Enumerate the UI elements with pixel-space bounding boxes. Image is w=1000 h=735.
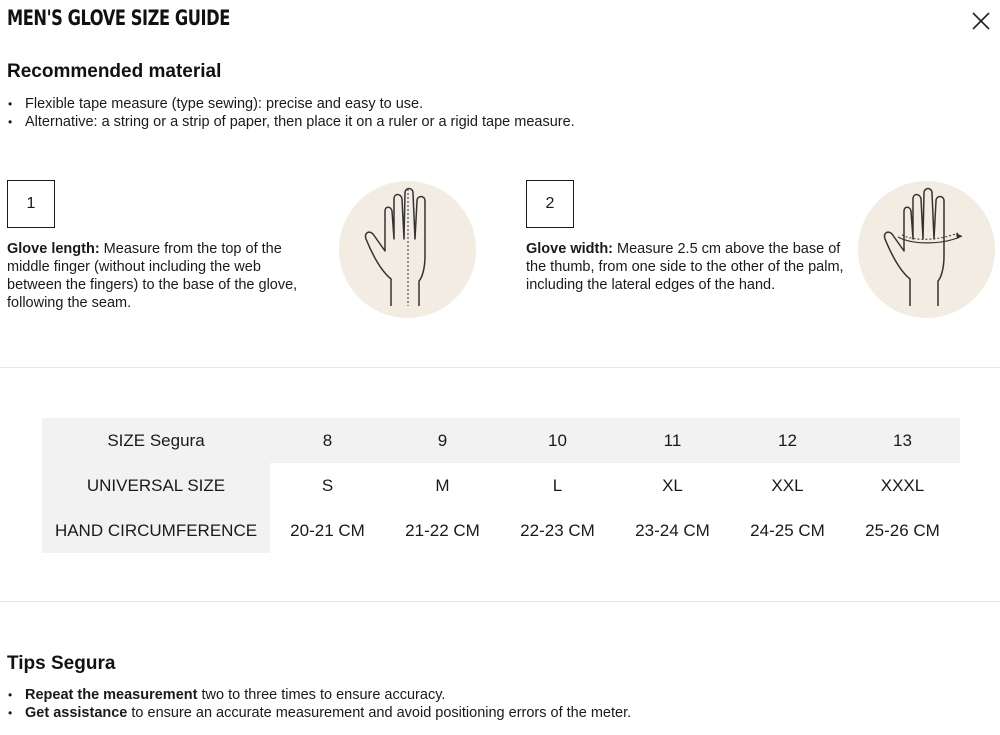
step-number-1: 1 xyxy=(7,180,55,228)
material-heading: Recommended material xyxy=(7,61,222,82)
step-number-2: 2 xyxy=(526,180,574,228)
table-cell: L xyxy=(552,475,563,495)
table-cell: 25-26 CM xyxy=(865,520,940,540)
list-item xyxy=(7,704,631,722)
step-2-description: Measure 2.5 cm above the base of the thumb, from one side to the other of the palm, including the lateral edges of the hand. xyxy=(526,241,844,293)
hand-length-icon xyxy=(339,181,476,318)
table-cell: XXXL xyxy=(880,475,925,495)
table-cell: S xyxy=(321,475,334,495)
step-1-description: Measure from the top of the middle finger (without including the web between the fingers) to the base of the glove, following the seam. xyxy=(7,241,298,311)
material-list xyxy=(7,95,575,131)
tip-text: to ensure an accurate measurement and avoid positioning errors of the meter. xyxy=(127,705,632,721)
table-cell: XXL xyxy=(771,475,804,495)
table-cell: 11 xyxy=(615,418,730,463)
close-button[interactable] xyxy=(968,8,994,34)
step-1-text xyxy=(7,240,307,312)
step-2-text xyxy=(526,240,846,294)
table-cell: 13 xyxy=(845,418,960,463)
step-2-label: Glove width: xyxy=(526,241,613,257)
table-cell: 23-24 CM xyxy=(635,520,710,540)
row-header: SIZE Segura xyxy=(42,418,270,463)
table-cell: 24-25 CM xyxy=(750,520,825,540)
table-cell: M xyxy=(435,475,450,495)
step-1-label: Glove length: xyxy=(7,241,100,257)
table-cell: 10 xyxy=(500,418,615,463)
page-title: MEN'S GLOVE SIZE GUIDE xyxy=(7,6,230,30)
row-header: UNIVERSAL SIZE xyxy=(42,463,270,508)
tips-heading: Tips Segura xyxy=(7,653,116,674)
table-cell: 12 xyxy=(730,418,845,463)
table-cell: 8 xyxy=(270,418,385,463)
tip-bold: Repeat the measurement xyxy=(25,687,198,703)
close-icon xyxy=(968,8,994,34)
size-table xyxy=(42,418,960,553)
table-cell: 21-22 CM xyxy=(405,520,480,540)
tips-list xyxy=(7,686,631,722)
list-item: • Flexible tape measure (type sewing): precise and easy to use. xyxy=(7,95,575,113)
row-header: HAND CIRCUMFERENCE xyxy=(42,508,270,553)
table-cell: 22-23 CM xyxy=(520,520,595,540)
hand-width-icon xyxy=(858,181,995,318)
list-item: • Alternative: a string or a strip of paper, then place it on a ruler or a rigid tape measure. xyxy=(7,113,575,131)
table-row xyxy=(42,463,960,508)
divider xyxy=(0,367,1000,368)
divider xyxy=(0,601,1000,602)
table-row xyxy=(42,418,960,463)
table-cell: 9 xyxy=(385,418,500,463)
list-item xyxy=(7,686,631,704)
table-cell: 20-21 CM xyxy=(290,520,365,540)
tip-bold: Get assistance xyxy=(25,705,128,721)
table-cell: XL xyxy=(662,475,683,495)
table-row xyxy=(42,508,960,553)
tip-text: two to three times to ensure accuracy. xyxy=(197,687,446,703)
